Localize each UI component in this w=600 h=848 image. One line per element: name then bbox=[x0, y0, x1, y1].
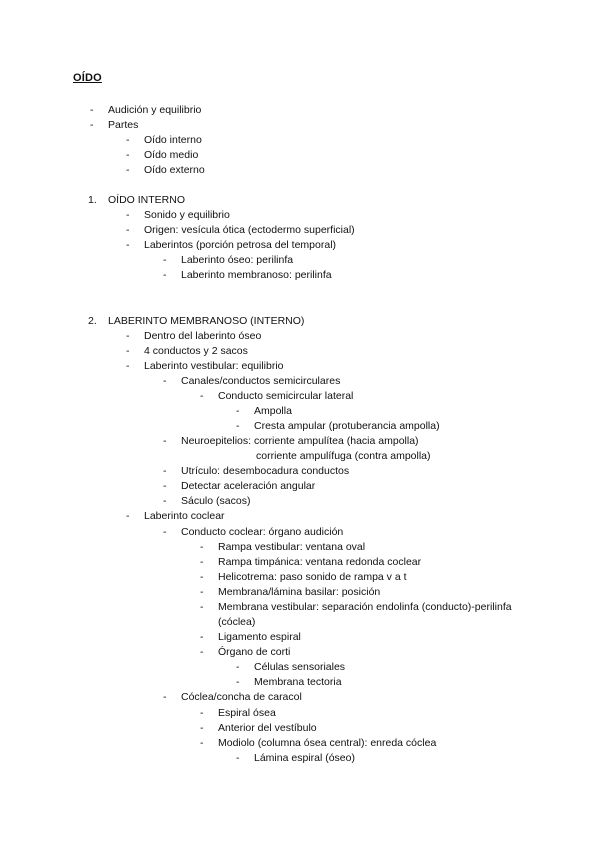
list-marker: 2. bbox=[88, 315, 97, 327]
list-item: Rampa vestibular: ventana oval bbox=[218, 541, 366, 553]
list-marker: - bbox=[236, 676, 240, 688]
list-item: Ligamento espiral bbox=[218, 631, 301, 643]
list-item: Laberinto coclear bbox=[144, 510, 225, 522]
list-marker: - bbox=[200, 631, 204, 643]
list-marker: - bbox=[200, 646, 204, 658]
list-marker: - bbox=[90, 119, 94, 131]
list-item: Células sensoriales bbox=[254, 661, 346, 673]
list-marker: - bbox=[200, 586, 204, 598]
list-item: Oído externo bbox=[144, 164, 205, 176]
list-marker: - bbox=[200, 722, 204, 734]
list-item: Órgano de corti bbox=[218, 646, 291, 658]
list-item: Laberinto membranoso: perilinfa bbox=[181, 269, 332, 281]
list-item: Rampa timpánica: ventana redonda coclear bbox=[218, 556, 422, 568]
list-item: Origen: vesícula ótica (ectodermo superficial) bbox=[144, 224, 355, 236]
list-item: Neuroepitelios: corriente ampulítea (hacia ampolla) bbox=[181, 435, 419, 447]
list-marker: - bbox=[163, 691, 167, 703]
list-marker: - bbox=[126, 164, 130, 176]
list-item: Conducto coclear: órgano audición bbox=[181, 526, 344, 538]
list-item: Laberinto vestibular: equilibrio bbox=[144, 360, 284, 372]
list-item: Membrana tectoria bbox=[254, 676, 342, 688]
list-item: Helicotrema: paso sonido de rampa v a t bbox=[218, 571, 407, 583]
list-item: Audición y equilibrio bbox=[108, 104, 202, 116]
list-item: Lámina espiral (óseo) bbox=[254, 752, 355, 764]
list-marker: 1. bbox=[88, 194, 97, 206]
list-item: Membrana/lámina basilar: posición bbox=[218, 586, 381, 598]
list-marker: - bbox=[236, 405, 240, 417]
list-marker: - bbox=[236, 752, 240, 764]
list-item: Conducto semicircular lateral bbox=[218, 390, 354, 402]
list-marker: - bbox=[163, 375, 167, 387]
list-item: Oído interno bbox=[144, 134, 202, 146]
list-marker: - bbox=[200, 390, 204, 402]
list-marker: - bbox=[163, 465, 167, 477]
list-marker: - bbox=[163, 526, 167, 538]
list-marker: - bbox=[236, 420, 240, 432]
list-marker: - bbox=[126, 224, 130, 236]
list-marker: - bbox=[163, 495, 167, 507]
list-item: Canales/conductos semicirculares bbox=[181, 375, 341, 387]
list-item: LABERINTO MEMBRANOSO (INTERNO) bbox=[108, 315, 305, 327]
list-marker: - bbox=[90, 104, 94, 116]
list-marker: - bbox=[236, 661, 240, 673]
list-item: Oído medio bbox=[144, 149, 199, 161]
list-item: Laberinto óseo: perilinfa bbox=[181, 254, 294, 266]
list-marker: - bbox=[163, 269, 167, 281]
list-marker: - bbox=[126, 134, 130, 146]
list-marker: - bbox=[200, 571, 204, 583]
list-marker: - bbox=[126, 209, 130, 221]
list-marker: - bbox=[163, 480, 167, 492]
list-item: Ampolla bbox=[254, 405, 292, 417]
list-item: Utrículo: desembocadura conductos bbox=[181, 465, 350, 477]
list-item: Membrana vestibular: separación endolinfa (conducto)-perilinfa bbox=[218, 601, 512, 613]
list-item: Laberintos (porción petrosa del temporal) bbox=[144, 239, 337, 251]
list-marker: - bbox=[126, 345, 130, 357]
list-marker: - bbox=[126, 239, 130, 251]
list-item: Sonido y equilibrio bbox=[144, 209, 230, 221]
list-marker: - bbox=[126, 360, 130, 372]
list-item: Modiolo (columna ósea central): enreda cóclea bbox=[218, 737, 437, 749]
list-marker: - bbox=[126, 510, 130, 522]
list-marker: - bbox=[200, 541, 204, 553]
list-item: Dentro del laberinto óseo bbox=[144, 330, 262, 342]
list-marker: - bbox=[200, 707, 204, 719]
list-item: Cóclea/concha de caracol bbox=[181, 691, 302, 703]
list-marker: - bbox=[163, 435, 167, 447]
list-item: Partes bbox=[108, 119, 139, 131]
list-marker: - bbox=[200, 737, 204, 749]
list-item: corriente ampulífuga (contra ampolla) bbox=[256, 450, 431, 462]
list-item: Espiral ósea bbox=[218, 707, 276, 719]
list-marker: - bbox=[200, 556, 204, 568]
list-marker: - bbox=[126, 330, 130, 342]
list-item: Detectar aceleración angular bbox=[181, 480, 316, 492]
page-title: OÍDO bbox=[73, 72, 102, 84]
list-item: Sáculo (sacos) bbox=[181, 495, 251, 507]
list-item: Anterior del vestíbulo bbox=[218, 722, 317, 734]
list-marker: - bbox=[200, 601, 204, 613]
list-marker: - bbox=[163, 254, 167, 266]
list-item: OÍDO INTERNO bbox=[108, 194, 186, 206]
list-item: (cóclea) bbox=[218, 616, 256, 628]
list-item: 4 conductos y 2 sacos bbox=[144, 345, 248, 357]
list-marker: - bbox=[126, 149, 130, 161]
list-item: Cresta ampular (protuberancia ampolla) bbox=[254, 420, 440, 432]
